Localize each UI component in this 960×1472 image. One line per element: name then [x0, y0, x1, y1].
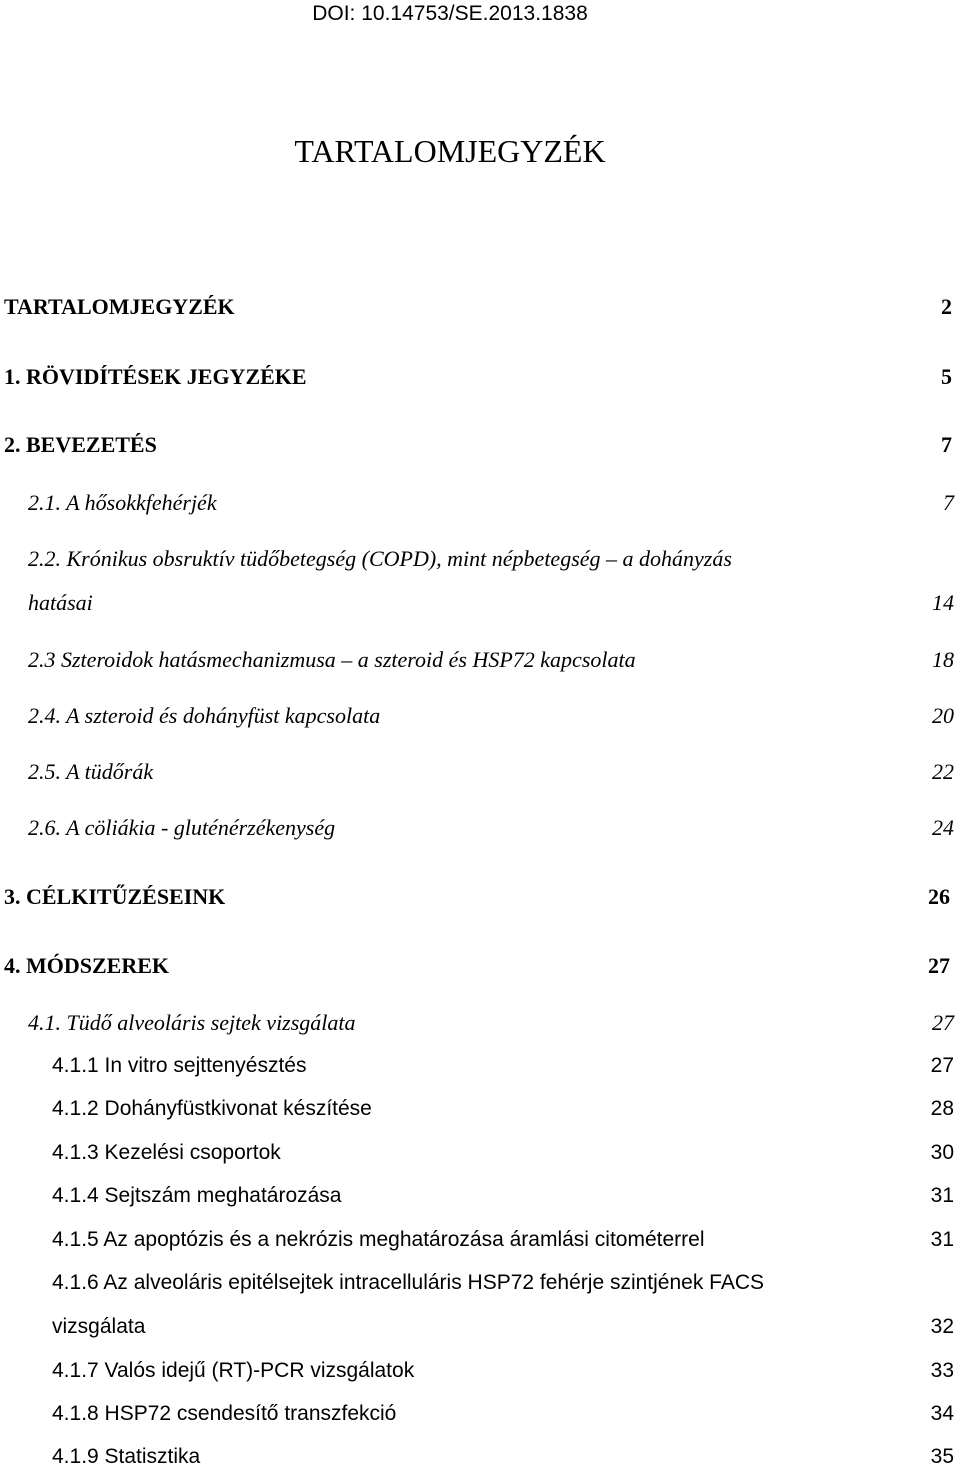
toc-page-number: 27 — [932, 1010, 954, 1035]
toc-entry-4-1[interactable] — [0, 1008, 960, 1038]
toc-entry-label: 4.1.9 Statisztika — [52, 1445, 201, 1468]
toc-entry-4-1-3[interactable] — [0, 1138, 960, 1168]
toc-entry-label-continuation: hatásai — [28, 590, 93, 615]
toc-entry-bevezetes[interactable] — [0, 430, 960, 460]
toc-entry-4-1-9[interactable] — [0, 1442, 960, 1472]
toc-entry-label: 2.3 Szteroidok hatásmechanizmusa – a szteroid és HSP72 kapcsolata — [28, 647, 636, 672]
toc-page-number: 20 — [932, 703, 954, 728]
toc-page-number: 30 — [930, 1141, 954, 1164]
toc-entry-rovidites[interactable] — [0, 362, 960, 392]
doi-header: DOI: 10.14753/SE.2013.1838 — [312, 2, 588, 25]
toc-entry-4-1-7[interactable] — [0, 1356, 960, 1386]
toc-page-number: 22 — [932, 759, 954, 784]
toc-entry-label: 4.1.1 In vitro sejttenyésztés — [52, 1054, 307, 1077]
toc-entry-label: 2.4. A szteroid és dohányfüst kapcsolata — [28, 703, 381, 728]
toc-entry-label: TARTALOMJEGYZÉK — [4, 294, 235, 319]
toc-entry-tartalomjegyzek[interactable] — [0, 292, 960, 322]
toc-page-number: 7 — [941, 432, 952, 457]
toc-entry-label: 4.1.7 Valós idejű (RT)-PCR vizsgálatok — [52, 1359, 415, 1382]
toc-page-number: 28 — [930, 1097, 954, 1120]
toc-entry-label: 4.1. Tüdő alveoláris sejtek vizsgálata — [28, 1010, 356, 1035]
toc-entry-2-2[interactable] — [0, 544, 960, 574]
toc-entry-2-1[interactable] — [0, 488, 960, 518]
toc-page-number: 34 — [930, 1402, 954, 1425]
toc-page-number: 24 — [932, 815, 954, 840]
toc-entry-label: 4.1.2 Dohányfüstkivonat készítése — [52, 1097, 372, 1120]
toc-page-number: 2 — [941, 294, 952, 319]
toc-entry-2-4[interactable] — [0, 701, 960, 731]
toc-page-number: 26 — [928, 884, 950, 909]
toc-entry-label: 3. CÉLKITŰZÉSEINK — [4, 884, 226, 909]
toc-entry-label: 2.6. A cöliákia - gluténérzékenység — [28, 815, 336, 840]
toc-page-number: 18 — [932, 647, 954, 672]
toc-entry-label-continuation: vizsgálata — [52, 1315, 146, 1338]
toc-entry-4-1-6-continuation[interactable] — [0, 1312, 960, 1342]
toc-entry-2-5[interactable] — [0, 757, 960, 787]
toc-entry-4-1-4[interactable] — [0, 1181, 960, 1211]
toc-entry-label: 1. RÖVIDÍTÉSEK JEGYZÉKE — [4, 364, 307, 389]
toc-page-number: 14 — [932, 590, 954, 615]
toc-page-number: 5 — [941, 364, 952, 389]
toc-page-number: 31 — [930, 1184, 954, 1207]
toc-entry-4-1-1[interactable] — [0, 1051, 960, 1081]
toc-entry-4-1-6[interactable] — [0, 1268, 960, 1298]
toc-entry-label: 2. BEVEZETÉS — [4, 432, 157, 457]
toc-page-number: 27 — [930, 1054, 954, 1077]
toc-entry-label: 4.1.8 HSP72 csendesítő transzfekció — [52, 1402, 397, 1425]
toc-page-number: 32 — [930, 1315, 954, 1338]
toc-page-number: 27 — [928, 953, 950, 978]
toc-entry-4-1-5[interactable] — [0, 1225, 960, 1255]
toc-entry-label: 2.2. Krónikus obsruktív tüdőbetegség (COPD), mint népbetegség – a dohányzás — [28, 546, 732, 571]
toc-page-number: 7 — [943, 490, 954, 515]
toc-entry-label: 2.5. A tüdőrák — [28, 759, 154, 784]
toc-entry-label: 4.1.4 Sejtszám meghatározása — [52, 1184, 342, 1207]
toc-page-number: 33 — [930, 1359, 954, 1382]
toc-entry-4-1-2[interactable] — [0, 1094, 960, 1124]
toc-entry-2-3[interactable] — [0, 645, 960, 675]
toc-entry-2-6[interactable] — [0, 813, 960, 843]
toc-entry-label: 4.1.6 Az alveoláris epitélsejtek intracelluláris HSP72 fehérje szintjének FACS — [52, 1271, 765, 1294]
toc-page-number: 31 — [930, 1228, 954, 1251]
toc-entry-label: 4.1.3 Kezelési csoportok — [52, 1141, 281, 1164]
toc-entry-label: 4. MÓDSZEREK — [4, 953, 170, 978]
page-title: TARTALOMJEGYZÉK — [294, 133, 606, 169]
toc-entry-4-1-8[interactable] — [0, 1399, 960, 1429]
toc-entry-celkituzeseink[interactable] — [0, 882, 960, 912]
toc-entry-2-2-continuation[interactable] — [0, 588, 960, 618]
toc-entry-label: 4.1.5 Az apoptózis és a nekrózis meghatározása áramlási citométerrel — [52, 1228, 705, 1251]
toc-entry-label: 2.1. A hősokkfehérjék — [28, 490, 217, 515]
toc-page-number: 35 — [930, 1445, 954, 1468]
toc-entry-modszerek[interactable] — [0, 951, 960, 981]
